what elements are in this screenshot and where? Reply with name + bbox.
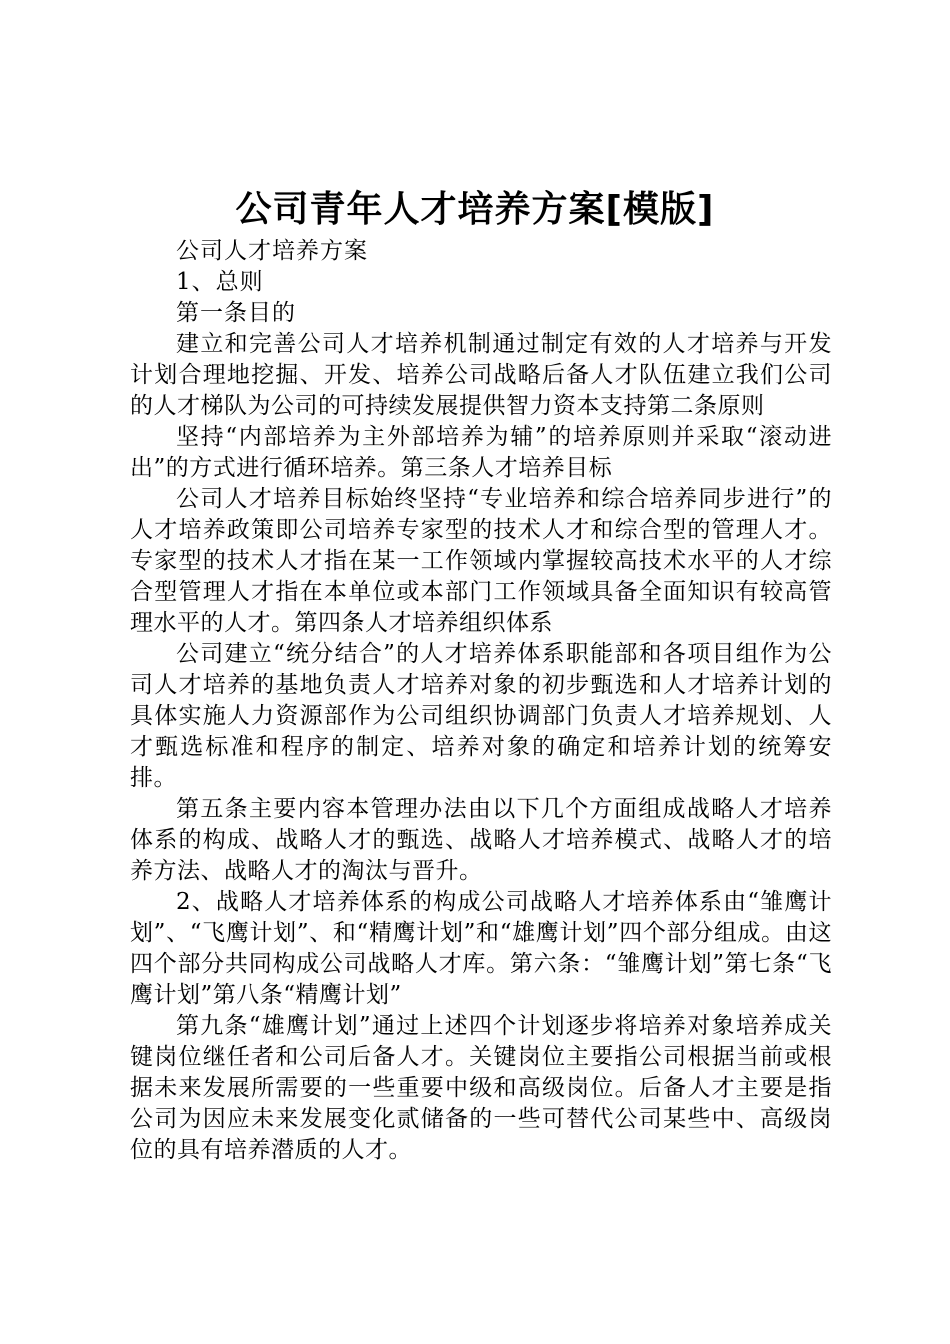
paragraph-article-2-body: 坚持“内部培养为主外部培养为辅”的培养原则并采取“滚动进出”的方式进行循环培养。第三条人才培养目标 (130, 424, 832, 481)
paragraph-article-5-body: 第五条主要内容本管理办法由以下几个方面组成战略人才培养体系的构成、战略人才的甄选、战略人才培养模式、战略人才的培养方法、战略人才的淘汰与晋升。 (130, 796, 832, 884)
paragraph-article-1-body: 建立和完善公司人才培养机制通过制定有效的人才培养与开发计划合理地挖掘、开发、培养公司战略后备人才队伍建立我们公司的人才梯队为公司的可持续发展提供智力资本支持第二条原则 (130, 331, 832, 419)
paragraph-article-1-heading: 第一条目的 (176, 300, 296, 326)
document-body (130, 236, 832, 1166)
paragraph-plan-name: 公司人才培养方案 (176, 238, 368, 264)
document-title: 公司青年人才培养方案[模版] (235, 189, 715, 230)
paragraph-article-4-body: 公司建立“统分结合”的人才培养体系职能部和各项目组作为公司人才培养的基地负责人才培养对象的初步甄选和人才培养计划的具体实施人力资源部作为公司组织协调部门负责人才培养规划、人才甄选标准和程序的制定、培养对象的确定和培养计划的统筹安排。 (130, 641, 832, 791)
paragraph-general-rules: 1、总则 (176, 269, 264, 295)
paragraph-article-9-body: 第九条“雄鹰计划”通过上述四个计划逐步将培养对象培养成关键岗位继任者和公司后备人才。关键岗位主要指公司根据当前或根据未来发展所需要的一些重要中级和高级岗位。后备人才主要是指公司为因应未来发展变化贰储备的一些可替代公司某些中、高级岗位的具有培养潜质的人才。 (130, 1013, 832, 1163)
paragraph-article-3-body: 公司人才培养目标始终坚持“专业培养和综合培养同步进行”的人才培养政策即公司培养专家型的技术人才和综合型的管理人才。专家型的技术人才指在某一工作领域内掌握较高技术水平的人才综合型管理人才指在本单位或本部门工作领域具备全面知识有较高管理水平的人才。第四条人才培养组织体系 (130, 486, 832, 636)
paragraph-section-2-body: 2、战略人才培养体系的构成公司战略人才培养体系由“雏鹰计划”、“飞鹰计划”、和“精鹰计划”和“雄鹰计划”四个部分组成。由这四个部分共同构成公司战略人才库。第六条：“雏鹰计划”第七条“飞鹰计划”第八条“精鹰计划” (130, 889, 832, 1008)
